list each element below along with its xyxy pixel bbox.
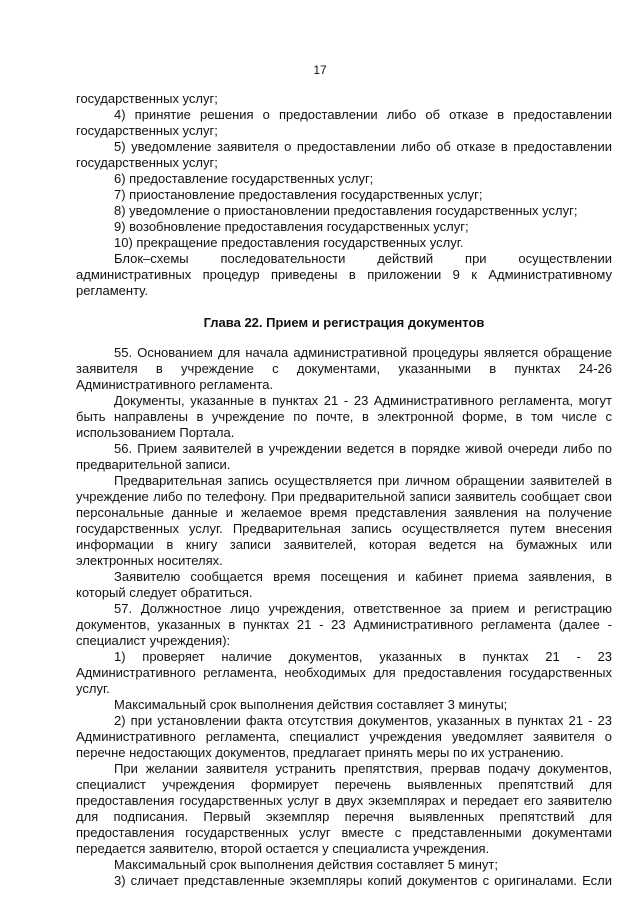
paragraph: Максимальный срок выполнения действия составляет 3 минуты;	[114, 697, 508, 712]
paragraph: 56. Прием заявителей в учреждении ведется в порядке живой очереди либо по предварительной записи.	[76, 441, 612, 472]
paragraph: 57. Должностное лицо учреждения, ответственное за прием и регистрацию документов, указанных в пунктах 21 - 23 Административного регламента (далее - специалист учреждения):	[76, 601, 612, 648]
list-item: 9) возобновление предоставления государственных услуг;	[114, 219, 469, 234]
paragraph: Документы, указанные в пунктах 21 - 23 Административного регламента, могут быть направлены в учреждение по почте, в электронной форме, в том числе с использованием Портала.	[76, 393, 612, 440]
page-number: 17	[313, 63, 327, 77]
list-item: 4) принятие решения о предоставлении либо об отказе в предоставлении государственных услуг;	[76, 107, 612, 138]
paragraph: При желании заявителя устранить препятствия, прервав подачу документов, специалист учреждения формирует перечень выявленных препятствий для предоставления государственных услуг в двух экземплярах и передает его заявителю для подписания. Первый экземпляр перечня выявленных препятствий для предоставления государственных услуг вместе с представленными документами передается заявителю, второй остается у специалиста учреждения.	[76, 761, 612, 856]
list-item: 10) прекращение предоставления государственных услуг.	[114, 235, 464, 250]
paragraph: Заявителю сообщается время посещения и кабинет приема заявления, в который следует обратиться.	[76, 569, 612, 600]
list-item: 6) предоставление государственных услуг;	[114, 171, 374, 186]
paragraph: Блок–схемы последовательности действий при осуществлении административных процедур приведены в приложении 9 к Административному регламенту.	[76, 251, 612, 298]
document-body	[76, 91, 612, 889]
paragraph: Максимальный срок выполнения действия составляет 5 минут;	[114, 857, 498, 872]
paragraph: 55. Основанием для начала административной процедуры является обращение заявителя в учреждение с документами, указанными в пунктах 24-26 Административного регламента.	[76, 345, 612, 392]
list-item: 8) уведомление о приостановлении предоставления государственных услуг;	[114, 203, 578, 218]
paragraph: государственных услуг;	[76, 91, 218, 106]
paragraph: 2) при установлении факта отсутствия документов, указанных в пунктах 21 - 23 Административного регламента, специалист учреждения уведомляет заявителя о перечне недостающих документов, предлагает принять меры по их устранению.	[76, 713, 612, 760]
list-item: 5) уведомление заявителя о предоставлении либо об отказе в предоставлении государственных услуг;	[76, 139, 612, 170]
list-item: 7) приостановление предоставления государственных услуг;	[114, 187, 483, 202]
chapter-title: Глава 22. Прием и регистрация документов	[203, 315, 485, 330]
paragraph: 1) проверяет наличие документов, указанных в пунктах 21 - 23 Административного регламента, необходимых для предоставления государственных услуг.	[76, 649, 612, 696]
paragraph: 3) сличает представленные экземпляры копий документов с оригиналами. Если	[114, 873, 612, 888]
paragraph: Предварительная запись осуществляется при личном обращении заявителей в учреждение либо по телефону. При предварительной записи заявитель сообщает свои персональные данные и желаемое время представления заявления на получение государственных услуг. Предварительная запись осуществляется путем внесения информации в книгу записи заявителей, которая ведется на бумажных или электронных носителях.	[76, 473, 612, 568]
